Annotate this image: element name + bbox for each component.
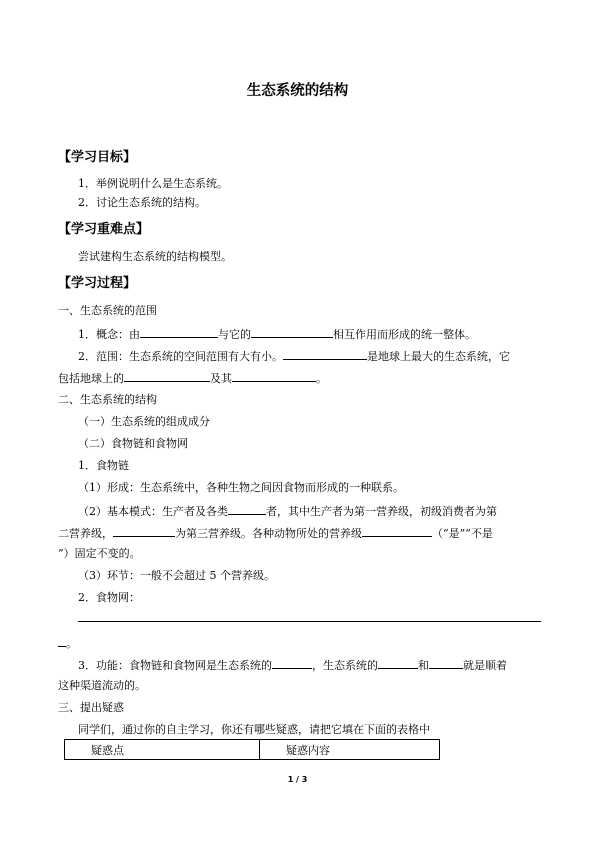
mode-text-a: （2）基本模式：生产者及各类 [78, 505, 228, 518]
table-row [65, 740, 440, 760]
blank-biosphere[interactable] [283, 348, 367, 360]
part3-instruction: 同学们，通过你的自主学习，你还有哪些疑惑，请把它填在下面的表格中 [78, 723, 430, 736]
section-learning-goals: 【学习目标】 [58, 150, 137, 165]
mode-line [78, 503, 497, 519]
blank-all-organisms[interactable] [124, 370, 210, 382]
food-web-answer-blank[interactable] [58, 635, 66, 647]
blank-nutritional-structure[interactable] [272, 657, 312, 669]
section-learning-process: 【学习过程】 [58, 276, 137, 291]
mode-text-e: （“是”“不是 [432, 527, 493, 540]
food-web-label: 2．食物网： [78, 591, 140, 604]
blank-living-environment[interactable] [232, 370, 316, 382]
range-line [78, 348, 510, 364]
page-number: 1 / 3 [287, 775, 308, 784]
goal-item-2: 2．讨论生态系统的结构。 [78, 196, 206, 209]
part2-subheading-1: （一）生态系统的组成成分 [78, 415, 210, 428]
range-text-b: 是地球上最大的生态系统，它 [367, 350, 510, 363]
func-text-c: 和 [418, 659, 429, 672]
func-text-a: 3．功能：食物链和食物网是生态系统的 [78, 659, 272, 672]
part2-subheading-2: （二）食物链和食物网 [78, 437, 188, 450]
food-web-end-line [58, 635, 77, 651]
food-chain-formation: （1）形成：生态系统中，各种生物之间因食物而形成的一种联系。 [78, 481, 404, 494]
function-line-2: 这种渠道流动的。 [58, 679, 146, 692]
mode-line-2 [58, 525, 493, 541]
concept-line [78, 326, 476, 342]
func-text-b: ，生态系统的 [312, 659, 378, 672]
food-chain-links: （3）环节：一般不会超过 5 个营养级。 [78, 569, 275, 582]
concept-text-a: 1．概念：由 [78, 328, 140, 341]
goal-item-1: 1．举例说明什么是生态系统。 [78, 177, 228, 190]
part2-heading: 二、生态系统的结构 [58, 393, 157, 406]
mode-text-d: 为第三营养级。各种动物所处的营养级 [175, 527, 362, 540]
table-header-doubt-point[interactable]: 疑惑点 [65, 740, 260, 760]
blank-organisms[interactable] [140, 326, 218, 338]
part1-heading: 一、生态系统的范围 [58, 304, 157, 317]
blank-energy-flow[interactable] [378, 657, 418, 669]
page-title: 生态系统的结构 [246, 83, 349, 99]
func-text-d: 就是顺着 [463, 659, 507, 672]
blank-secondary-consumer[interactable] [113, 525, 175, 537]
range-text-c: 包括地球上的 [58, 372, 124, 385]
range-line-2 [58, 370, 327, 386]
mode-text-c: 二营养级， [58, 527, 113, 540]
doubts-table [64, 739, 440, 760]
table-header-doubt-content[interactable]: 疑惑内容 [260, 740, 440, 760]
blank-is-fixed[interactable] [362, 525, 432, 537]
food-web-end-mark: 。 [66, 637, 77, 650]
key-point-text: 尝试建构生态系统的结构模型。 [78, 250, 232, 263]
range-text-e: 。 [316, 372, 327, 385]
blank-environment[interactable] [251, 326, 333, 338]
section-key-points: 【学习重难点】 [58, 222, 150, 237]
food-chain-heading: 1．食物链 [78, 459, 129, 472]
concept-text-b: 与它的 [218, 328, 251, 341]
part3-heading: 三、提出疑惑 [58, 701, 124, 714]
mode-text-f: ”）固定不变的。 [58, 547, 141, 560]
range-text-d: 及其 [210, 372, 232, 385]
mode-text-b: 者，其中生产者为第一营养级，初级消费者为第 [266, 505, 497, 518]
blank-consumers[interactable] [228, 503, 266, 515]
food-web-answer-line[interactable] [78, 621, 541, 622]
range-text-a: 2．范围：生态系统的空间范围有大有小。 [78, 350, 283, 363]
function-line [78, 657, 507, 673]
blank-material-cycle[interactable] [429, 657, 463, 669]
concept-text-c: 相互作用而形成的统一整体。 [333, 328, 476, 341]
